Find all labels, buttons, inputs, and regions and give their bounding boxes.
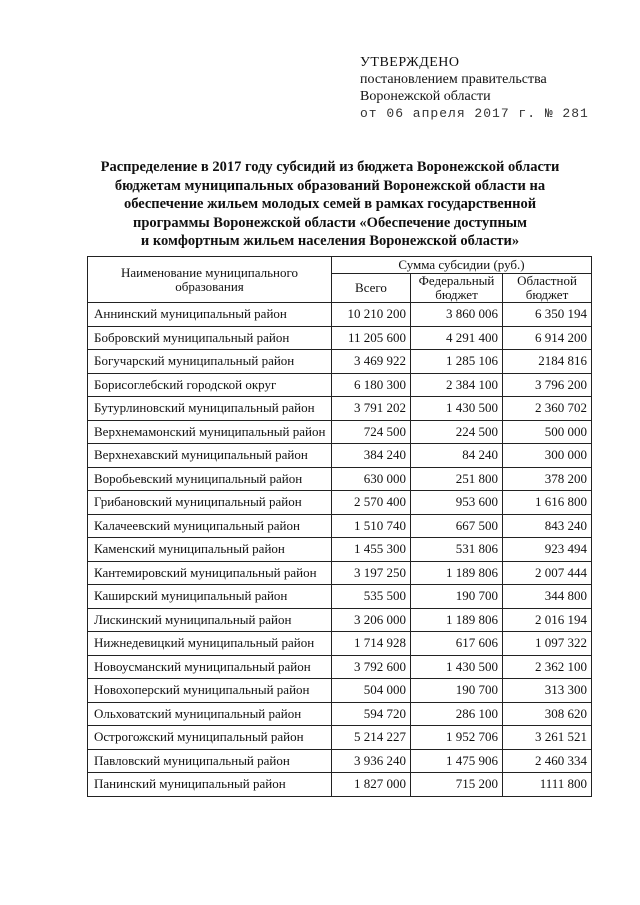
cell-name: Новоусманский муниципальный район (88, 655, 332, 679)
cell-name: Бутурлиновский муниципальный район (88, 397, 332, 421)
cell-total: 1 455 300 (332, 538, 411, 562)
cell-federal: 1 475 906 (411, 749, 503, 773)
cell-regional: 2 360 702 (503, 397, 592, 421)
cell-name: Новохоперский муниципальный район (88, 679, 332, 703)
table-row (88, 655, 592, 679)
table-row (88, 726, 592, 750)
table-row (88, 326, 592, 350)
cell-total: 504 000 (332, 679, 411, 703)
approval-region: Воронежской области (360, 89, 491, 104)
cell-federal: 715 200 (411, 773, 503, 797)
table-row (88, 561, 592, 585)
table-row (88, 585, 592, 609)
table-row (88, 538, 592, 562)
table-row (88, 467, 592, 491)
cell-federal: 2 384 100 (411, 373, 503, 397)
cell-regional: 378 200 (503, 467, 592, 491)
table-row (88, 679, 592, 703)
cell-total: 1 510 740 (332, 514, 411, 538)
cell-federal: 1 430 500 (411, 655, 503, 679)
document-title (60, 158, 600, 251)
table-row (88, 702, 592, 726)
cell-regional: 2 460 334 (503, 749, 592, 773)
cell-federal: 1 189 806 (411, 608, 503, 632)
column-header-name: Наименование муниципального образования (88, 257, 332, 303)
subsidy-table (87, 256, 592, 797)
cell-regional: 6 914 200 (503, 326, 592, 350)
title-line: и комфортным жильем населения Воронежской области» (140, 233, 520, 249)
cell-total: 3 792 600 (332, 655, 411, 679)
cell-total: 3 469 922 (332, 350, 411, 374)
cell-federal: 1 952 706 (411, 726, 503, 750)
cell-total: 1 714 928 (332, 632, 411, 656)
column-header-regional: Областной бюджет (503, 274, 592, 303)
cell-federal: 190 700 (411, 585, 503, 609)
title-line: бюджетам муниципальных образований Воронежской области на (114, 177, 546, 194)
cell-regional: 344 800 (503, 585, 592, 609)
cell-total: 594 720 (332, 702, 411, 726)
cell-name: Верхнемамонский муниципальный район (88, 420, 332, 444)
cell-regional: 2184 816 (503, 350, 592, 374)
approval-date: от 06 апреля 2017 г. № 281 (360, 106, 589, 121)
cell-total: 2 570 400 (332, 491, 411, 515)
cell-total: 3 936 240 (332, 749, 411, 773)
cell-name: Верхнехавский муниципальный район (88, 444, 332, 468)
cell-name: Бобровский муниципальный район (88, 326, 332, 350)
table-row (88, 632, 592, 656)
cell-total: 535 500 (332, 585, 411, 609)
cell-regional: 300 000 (503, 444, 592, 468)
title-line: программы Воронежской области «Обеспечение доступным (133, 214, 527, 231)
cell-total: 10 210 200 (332, 303, 411, 327)
cell-regional: 2 362 100 (503, 655, 592, 679)
title-line: обеспечение жильем молодых семей в рамках государственной (123, 196, 537, 212)
cell-name: Нижнедевицкий муниципальный район (88, 632, 332, 656)
cell-federal: 617 606 (411, 632, 503, 656)
cell-regional: 3 796 200 (503, 373, 592, 397)
cell-name: Каменский муниципальный район (88, 538, 332, 562)
cell-total: 5 214 227 (332, 726, 411, 750)
table-row (88, 397, 592, 421)
cell-total: 6 180 300 (332, 373, 411, 397)
cell-federal: 1 430 500 (411, 397, 503, 421)
table-row (88, 303, 592, 327)
approval-authority: постановлением правительства (360, 72, 547, 87)
column-header-sum: Сумма субсидии (руб.) (332, 257, 592, 274)
approval-heading: УТВЕРЖДЕНО (360, 55, 460, 70)
column-header-total: Всего (332, 274, 411, 303)
column-header-federal: Федеральный бюджет (411, 274, 503, 303)
table-row (88, 608, 592, 632)
table-row (88, 350, 592, 374)
table-body (88, 303, 592, 797)
cell-name: Борисоглебский городской округ (88, 373, 332, 397)
table-row (88, 444, 592, 468)
cell-regional: 1111 800 (503, 773, 592, 797)
cell-total: 630 000 (332, 467, 411, 491)
cell-total: 1 827 000 (332, 773, 411, 797)
cell-name: Богучарский муниципальный район (88, 350, 332, 374)
cell-federal: 190 700 (411, 679, 503, 703)
cell-name: Павловский муниципальный район (88, 749, 332, 773)
cell-name: Аннинский муниципальный район (88, 303, 332, 327)
cell-regional: 843 240 (503, 514, 592, 538)
cell-name: Кантемировский муниципальный район (88, 561, 332, 585)
cell-name: Каширский муниципальный район (88, 585, 332, 609)
cell-federal: 1 285 106 (411, 350, 503, 374)
cell-regional: 500 000 (503, 420, 592, 444)
cell-name: Грибановский муниципальный район (88, 491, 332, 515)
title-line: Распределение в 2017 году субсидий из бюджета Воронежской области (100, 159, 560, 175)
cell-federal: 531 806 (411, 538, 503, 562)
cell-federal: 84 240 (411, 444, 503, 468)
cell-regional: 1 097 322 (503, 632, 592, 656)
table-row (88, 514, 592, 538)
cell-federal: 286 100 (411, 702, 503, 726)
cell-total: 11 205 600 (332, 326, 411, 350)
cell-name: Калачеевский муниципальный район (88, 514, 332, 538)
cell-federal: 224 500 (411, 420, 503, 444)
cell-name: Панинский муниципальный район (88, 773, 332, 797)
cell-name: Воробьевский муниципальный район (88, 467, 332, 491)
cell-regional: 308 620 (503, 702, 592, 726)
cell-regional: 6 350 194 (503, 303, 592, 327)
cell-total: 3 206 000 (332, 608, 411, 632)
cell-name: Острогожский муниципальный район (88, 726, 332, 750)
cell-name: Лискинский муниципальный район (88, 608, 332, 632)
cell-federal: 3 860 006 (411, 303, 503, 327)
cell-federal: 251 800 (411, 467, 503, 491)
cell-federal: 1 189 806 (411, 561, 503, 585)
cell-name: Ольховатский муниципальный район (88, 702, 332, 726)
cell-regional: 2 007 444 (503, 561, 592, 585)
cell-regional: 923 494 (503, 538, 592, 562)
table-row (88, 749, 592, 773)
cell-total: 384 240 (332, 444, 411, 468)
approval-stamp (360, 54, 589, 122)
cell-regional: 1 616 800 (503, 491, 592, 515)
cell-regional: 3 261 521 (503, 726, 592, 750)
table-row (88, 773, 592, 797)
table-row (88, 373, 592, 397)
cell-federal: 4 291 400 (411, 326, 503, 350)
table-row (88, 420, 592, 444)
cell-total: 724 500 (332, 420, 411, 444)
cell-regional: 313 300 (503, 679, 592, 703)
cell-federal: 667 500 (411, 514, 503, 538)
cell-federal: 953 600 (411, 491, 503, 515)
cell-total: 3 197 250 (332, 561, 411, 585)
table-row (88, 491, 592, 515)
cell-regional: 2 016 194 (503, 608, 592, 632)
cell-total: 3 791 202 (332, 397, 411, 421)
